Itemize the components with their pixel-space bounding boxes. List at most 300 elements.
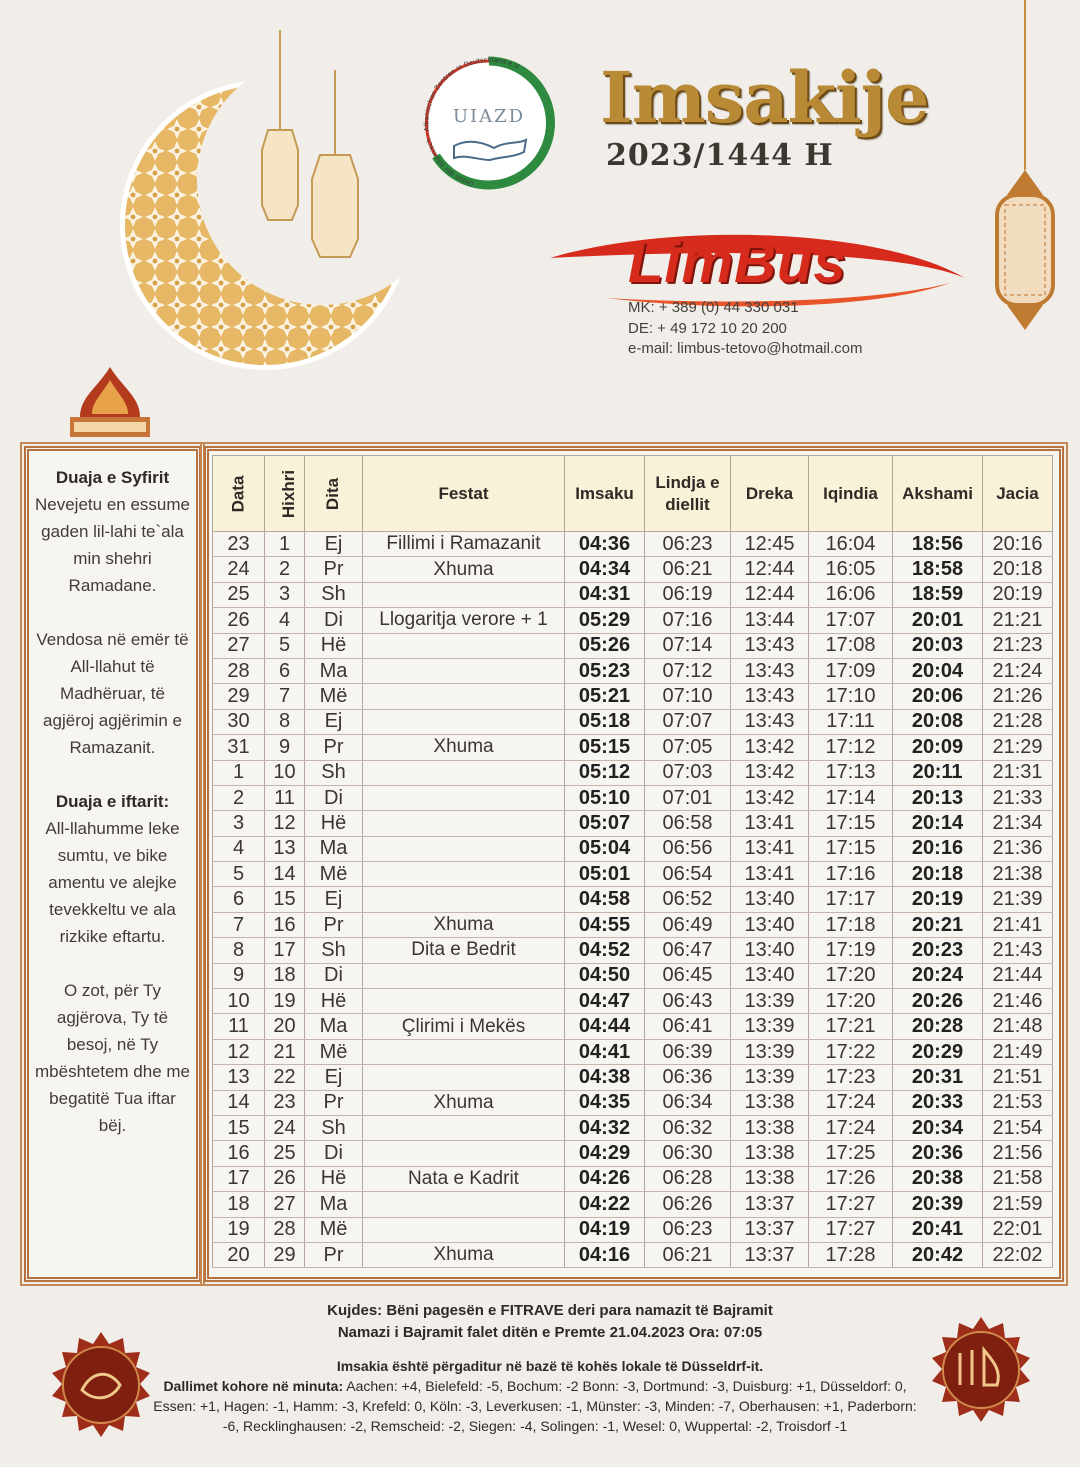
table-cell: 17:11	[809, 709, 893, 734]
table-cell: 17:28	[809, 1242, 893, 1267]
table-cell: 17:20	[809, 963, 893, 988]
table-cell: 05:04	[565, 836, 645, 861]
table-row	[213, 836, 1053, 861]
table-cell: Ma	[305, 1014, 363, 1039]
table-cell: 13:40	[731, 887, 809, 912]
table-cell: 20:18	[893, 862, 983, 887]
table-row	[213, 887, 1053, 912]
table-cell: 06:54	[645, 862, 731, 887]
table-row	[213, 1014, 1053, 1039]
table-cell: 14	[265, 862, 305, 887]
table-cell: 16:04	[809, 532, 893, 557]
table-cell: 17:20	[809, 989, 893, 1014]
table-cell: 17:24	[809, 1115, 893, 1140]
table-row	[213, 963, 1053, 988]
table-cell: 07:12	[645, 658, 731, 683]
table-cell	[363, 658, 565, 683]
table-row	[213, 709, 1053, 734]
table-cell: 26	[213, 608, 265, 633]
table-cell: 13:39	[731, 1014, 809, 1039]
table-cell: Më	[305, 862, 363, 887]
col-header-hixhri: Hixhri	[265, 456, 305, 532]
table-cell: 22:02	[983, 1242, 1053, 1267]
table-cell	[363, 963, 565, 988]
table-cell: 21:59	[983, 1192, 1053, 1217]
table-cell: 28	[213, 658, 265, 683]
table-cell: Hë	[305, 811, 363, 836]
table-row	[213, 1065, 1053, 1090]
table-cell: 3	[265, 582, 305, 607]
table-cell: 04:31	[565, 582, 645, 607]
table-cell: 06:56	[645, 836, 731, 861]
table-cell: 13:39	[731, 1065, 809, 1090]
table-cell: 13:42	[731, 785, 809, 810]
table-cell: Fillimi i Ramazanit	[363, 532, 565, 557]
table-cell: 13	[265, 836, 305, 861]
org-ring-text: Union der Islamisch - Albanischen Zentren in Deutschland e.V.	[422, 56, 522, 188]
iftar-title: Duaja e iftarit:	[55, 792, 170, 811]
table-cell: 20	[213, 1242, 265, 1267]
table-cell: 11	[265, 785, 305, 810]
table-cell: 21:28	[983, 709, 1053, 734]
mosque-dome-icon	[60, 362, 160, 442]
table-cell: Më	[305, 684, 363, 709]
table-cell: 17:07	[809, 608, 893, 633]
table-cell: 17:24	[809, 1090, 893, 1115]
table-cell: 06:45	[645, 963, 731, 988]
table-cell: 22:01	[983, 1217, 1053, 1242]
table-cell: 25	[213, 582, 265, 607]
table-cell: 12	[265, 811, 305, 836]
page-subtitle: 2023/1444 H	[606, 138, 834, 173]
table-cell: 06:47	[645, 938, 731, 963]
table-cell: Pr	[305, 1090, 363, 1115]
table-cell: 05:23	[565, 658, 645, 683]
table-cell: 17:27	[809, 1192, 893, 1217]
table-cell: 30	[213, 709, 265, 734]
lantern-icon	[985, 0, 1065, 340]
table-cell: 07:10	[645, 684, 731, 709]
table-row	[213, 862, 1053, 887]
table-cell: 14	[213, 1090, 265, 1115]
table-cell: 04:16	[565, 1242, 645, 1267]
table-row	[213, 1166, 1053, 1191]
table-cell: 18:59	[893, 582, 983, 607]
table-row	[213, 938, 1053, 963]
table-cell: 4	[213, 836, 265, 861]
table-cell: 06:58	[645, 811, 731, 836]
table-cell: Pr	[305, 557, 363, 582]
table-cell	[363, 989, 565, 1014]
syfyr-text: Nevejetu en essume gaden lil-lahi te`ala min shehri Ramadane.	[35, 495, 190, 595]
table-cell: 12:44	[731, 557, 809, 582]
table-cell: Ej	[305, 1065, 363, 1090]
prayer-text: O zot, për Ty agjërova, Ty të besoj, në Ty mbështetem dhe me begatitë Tua iftar bëj.	[35, 981, 190, 1135]
table-cell: 13:37	[731, 1242, 809, 1267]
table-cell: 27	[213, 633, 265, 658]
table-cell: 17:10	[809, 684, 893, 709]
table-cell: 21:33	[983, 785, 1053, 810]
table-cell: 04:22	[565, 1192, 645, 1217]
table-cell	[363, 1065, 565, 1090]
table-cell: Më	[305, 1217, 363, 1242]
table-body	[213, 532, 1053, 1268]
table-cell: 13:41	[731, 836, 809, 861]
table-cell: 13:42	[731, 735, 809, 760]
table-cell: 07:07	[645, 709, 731, 734]
table-cell: 17:22	[809, 1039, 893, 1064]
table-row	[213, 1242, 1053, 1267]
col-header-festat: Festat	[363, 456, 565, 532]
table-cell: 10	[265, 760, 305, 785]
table-cell	[363, 633, 565, 658]
table-cell: 20:31	[893, 1065, 983, 1090]
table-cell: 6	[265, 658, 305, 683]
table-cell: 8	[213, 938, 265, 963]
table-cell: Hë	[305, 633, 363, 658]
table-cell: 06:30	[645, 1141, 731, 1166]
email: e-mail: limbus-tetovo@hotmail.com	[628, 340, 863, 357]
table-cell: 20:14	[893, 811, 983, 836]
table-cell: Di	[305, 785, 363, 810]
table-cell: 17:15	[809, 811, 893, 836]
table-cell: Pr	[305, 912, 363, 937]
table-cell	[363, 785, 565, 810]
table-cell: Di	[305, 963, 363, 988]
col-header-dreka: Dreka	[731, 456, 809, 532]
sponsor-name: LimBus	[628, 230, 847, 295]
table-cell: 07:05	[645, 735, 731, 760]
table-cell: Xhuma	[363, 1242, 565, 1267]
table-cell: 5	[213, 862, 265, 887]
table-cell: 20:01	[893, 608, 983, 633]
table-cell: Llogaritja verore + 1	[363, 608, 565, 633]
table-cell: 17:25	[809, 1141, 893, 1166]
table-row	[213, 532, 1053, 557]
table-cell	[363, 1217, 565, 1242]
table-cell: 06:34	[645, 1090, 731, 1115]
fitra-note: Kujdes: Bëni pagesën e FITRAVE deri para namazit të Bajramit	[327, 1302, 773, 1319]
table-cell: 13:41	[731, 811, 809, 836]
table-cell: 20:08	[893, 709, 983, 734]
table-cell: 04:58	[565, 887, 645, 912]
table-cell: 20:09	[893, 735, 983, 760]
table-cell: Më	[305, 1039, 363, 1064]
table-cell: 06:36	[645, 1065, 731, 1090]
table-cell: 13:39	[731, 989, 809, 1014]
table-row	[213, 735, 1053, 760]
table-cell: 20:19	[893, 887, 983, 912]
table-cell: Sh	[305, 1115, 363, 1140]
table-row	[213, 912, 1053, 937]
table-cell: 05:15	[565, 735, 645, 760]
table-cell: 9	[213, 963, 265, 988]
table-cell: 20	[265, 1014, 305, 1039]
table-cell: 17:21	[809, 1014, 893, 1039]
table-cell: 20:04	[893, 658, 983, 683]
col-header-data: Data	[213, 456, 265, 532]
table-cell	[363, 887, 565, 912]
table-cell: 21:26	[983, 684, 1053, 709]
table-cell: 20:41	[893, 1217, 983, 1242]
table-cell: 06:21	[645, 1242, 731, 1267]
table-cell: Sh	[305, 760, 363, 785]
table-cell: 20:28	[893, 1014, 983, 1039]
table-cell: 06:19	[645, 582, 731, 607]
table-cell: 29	[265, 1242, 305, 1267]
table-cell	[363, 1115, 565, 1140]
table-cell: 2	[265, 557, 305, 582]
table-cell: 17:14	[809, 785, 893, 810]
table-cell: Di	[305, 1141, 363, 1166]
local-time-note: Imsakia është përgaditur në bazë të kohës lokale të Düsseldrf-it.	[336, 1358, 764, 1374]
table-cell: 12:44	[731, 582, 809, 607]
table-cell: 21:31	[983, 760, 1053, 785]
table-cell: 13:43	[731, 658, 809, 683]
table-cell: 04:35	[565, 1090, 645, 1115]
table-cell: 13:41	[731, 862, 809, 887]
table-cell: Ej	[305, 887, 363, 912]
table-cell: 04:26	[565, 1166, 645, 1191]
table-header-row	[213, 456, 1053, 532]
table-cell: 20:34	[893, 1115, 983, 1140]
table-cell: 25	[265, 1141, 305, 1166]
table-cell: Nata e Kadrit	[363, 1166, 565, 1191]
table-cell: 21:23	[983, 633, 1053, 658]
table-row	[213, 557, 1053, 582]
table-cell: 07:16	[645, 608, 731, 633]
table-cell: 12:45	[731, 532, 809, 557]
table-cell: 20:16	[893, 836, 983, 861]
table-cell: 13:38	[731, 1166, 809, 1191]
table-cell: 23	[213, 532, 265, 557]
table-cell: 21:39	[983, 887, 1053, 912]
table-cell: 21:29	[983, 735, 1053, 760]
muhammad-seal-icon	[42, 1330, 160, 1448]
table-cell: 20:06	[893, 684, 983, 709]
schedule-table	[212, 455, 1053, 1268]
table-row	[213, 989, 1053, 1014]
table-cell: 11	[213, 1014, 265, 1039]
table-cell: 13:40	[731, 963, 809, 988]
table-cell: 17	[213, 1166, 265, 1191]
table-cell: 04:50	[565, 963, 645, 988]
table-cell: 20:24	[893, 963, 983, 988]
table-cell: 7	[265, 684, 305, 709]
table-cell: 07:03	[645, 760, 731, 785]
table-cell: 21	[265, 1039, 305, 1064]
table-cell: 07:01	[645, 785, 731, 810]
table-cell: 17:23	[809, 1065, 893, 1090]
table-cell: 13:38	[731, 1141, 809, 1166]
table-cell: 21:38	[983, 862, 1053, 887]
table-cell: 13:40	[731, 912, 809, 937]
table-cell: 20:19	[983, 582, 1053, 607]
table-cell: 18	[213, 1192, 265, 1217]
table-cell: 20:21	[893, 912, 983, 937]
table-cell: 29	[213, 684, 265, 709]
table-cell: 1	[265, 532, 305, 557]
table-cell: 21:43	[983, 938, 1053, 963]
schedule-table-frame	[204, 446, 1064, 1282]
table-cell: Ma	[305, 1192, 363, 1217]
table-cell: Pr	[305, 1242, 363, 1267]
table-cell: Çlirimi i Mekës	[363, 1014, 565, 1039]
phone-de: DE: + 49 172 10 20 200	[628, 319, 787, 337]
table-cell: Xhuma	[363, 1090, 565, 1115]
table-cell: 20:42	[893, 1242, 983, 1267]
table-cell: 21:54	[983, 1115, 1053, 1140]
table-cell	[363, 836, 565, 861]
table-cell: 04:34	[565, 557, 645, 582]
table-cell: 9	[265, 735, 305, 760]
table-cell: 17:26	[809, 1166, 893, 1191]
table-cell: 13:37	[731, 1192, 809, 1217]
table-cell: 05:07	[565, 811, 645, 836]
crescent-moon-icon	[100, 30, 450, 375]
table-cell: 23	[265, 1090, 305, 1115]
table-cell: 3	[213, 811, 265, 836]
table-cell: 20:03	[893, 633, 983, 658]
table-row	[213, 811, 1053, 836]
table-cell: 18:56	[893, 532, 983, 557]
table-cell: Xhuma	[363, 557, 565, 582]
table-row	[213, 684, 1053, 709]
table-cell: 04:38	[565, 1065, 645, 1090]
dua-sidebar	[24, 446, 201, 1282]
table-cell	[363, 582, 565, 607]
table-cell	[363, 684, 565, 709]
table-cell: 5	[265, 633, 305, 658]
table-cell: 17:27	[809, 1217, 893, 1242]
table-row	[213, 760, 1053, 785]
table-cell: 17:13	[809, 760, 893, 785]
table-cell: Hë	[305, 1166, 363, 1191]
table-cell: 05:10	[565, 785, 645, 810]
table-cell: 04:52	[565, 938, 645, 963]
col-header-akshami: Akshami	[893, 456, 983, 532]
table-cell: Sh	[305, 938, 363, 963]
table-cell	[363, 862, 565, 887]
table-cell: 05:29	[565, 608, 645, 633]
table-cell: 04:32	[565, 1115, 645, 1140]
table-cell: 04:44	[565, 1014, 645, 1039]
table-cell: 18	[265, 963, 305, 988]
table-cell: 12	[213, 1039, 265, 1064]
table-cell: 31	[213, 735, 265, 760]
table-cell: 17:15	[809, 836, 893, 861]
org-logo-text: UIAZD	[452, 106, 526, 127]
table-cell: 06:49	[645, 912, 731, 937]
table-cell: 17:12	[809, 735, 893, 760]
table-cell	[363, 760, 565, 785]
table-cell: 17:16	[809, 862, 893, 887]
table-cell: 17:17	[809, 887, 893, 912]
table-cell: 04:55	[565, 912, 645, 937]
table-cell: 21:46	[983, 989, 1053, 1014]
table-cell: 26	[265, 1166, 305, 1191]
bajram-notice	[160, 1300, 940, 1344]
table-cell: 17:19	[809, 938, 893, 963]
table-cell: 20:13	[893, 785, 983, 810]
table-cell: 20:39	[893, 1192, 983, 1217]
table-cell: 21:34	[983, 811, 1053, 836]
table-cell: 21:53	[983, 1090, 1053, 1115]
table-cell: 06:28	[645, 1166, 731, 1191]
table-cell: 06:23	[645, 532, 731, 557]
table-cell: 13:37	[731, 1217, 809, 1242]
table-cell: 17:18	[809, 912, 893, 937]
table-cell	[363, 811, 565, 836]
table-cell: Ma	[305, 836, 363, 861]
table-cell: Dita e Bedrit	[363, 938, 565, 963]
table-cell: 7	[213, 912, 265, 937]
table-cell: 06:52	[645, 887, 731, 912]
table-cell: 20:29	[893, 1039, 983, 1064]
table-row	[213, 633, 1053, 658]
table-cell: 21:48	[983, 1014, 1053, 1039]
table-cell: 05:21	[565, 684, 645, 709]
table-cell: 20:18	[983, 557, 1053, 582]
table-cell: 24	[213, 557, 265, 582]
table-cell: 17	[265, 938, 305, 963]
table-cell: 1	[213, 760, 265, 785]
table-cell: 19	[213, 1217, 265, 1242]
table-cell: 06:32	[645, 1115, 731, 1140]
table-cell: 04:19	[565, 1217, 645, 1242]
table-cell: 13:39	[731, 1039, 809, 1064]
table-cell: 04:47	[565, 989, 645, 1014]
org-logo	[414, 48, 564, 198]
table-cell: 20:38	[893, 1166, 983, 1191]
table-cell: 21:21	[983, 608, 1053, 633]
table-cell	[363, 1192, 565, 1217]
table-cell: Sh	[305, 582, 363, 607]
table-cell: 6	[213, 887, 265, 912]
table-cell: 18:58	[893, 557, 983, 582]
table-cell: 06:41	[645, 1014, 731, 1039]
table-cell: 16	[213, 1141, 265, 1166]
table-row	[213, 582, 1053, 607]
table-cell: 17:08	[809, 633, 893, 658]
table-cell: 19	[265, 989, 305, 1014]
table-cell	[363, 709, 565, 734]
col-header-dita: Dita	[305, 456, 363, 532]
table-row	[213, 1090, 1053, 1115]
table-cell: 06:21	[645, 557, 731, 582]
table-cell: 13:38	[731, 1115, 809, 1140]
table-cell: 13:43	[731, 633, 809, 658]
table-cell: 27	[265, 1192, 305, 1217]
table-cell: 20:11	[893, 760, 983, 785]
table-cell: 05:18	[565, 709, 645, 734]
table-cell: 13:38	[731, 1090, 809, 1115]
table-cell: 21:58	[983, 1166, 1053, 1191]
table-row	[213, 1141, 1053, 1166]
table-cell: Ej	[305, 532, 363, 557]
table-cell: 15	[213, 1115, 265, 1140]
table-cell: 04:41	[565, 1039, 645, 1064]
table-row	[213, 1217, 1053, 1242]
table-cell: 20:16	[983, 532, 1053, 557]
syfyr-title: Duaja e Syfirit	[55, 468, 170, 487]
table-cell: Pr	[305, 735, 363, 760]
table-cell: 06:43	[645, 989, 731, 1014]
table-row	[213, 608, 1053, 633]
table-cell	[363, 1141, 565, 1166]
table-cell: 10	[213, 989, 265, 1014]
table-cell: 13	[213, 1065, 265, 1090]
